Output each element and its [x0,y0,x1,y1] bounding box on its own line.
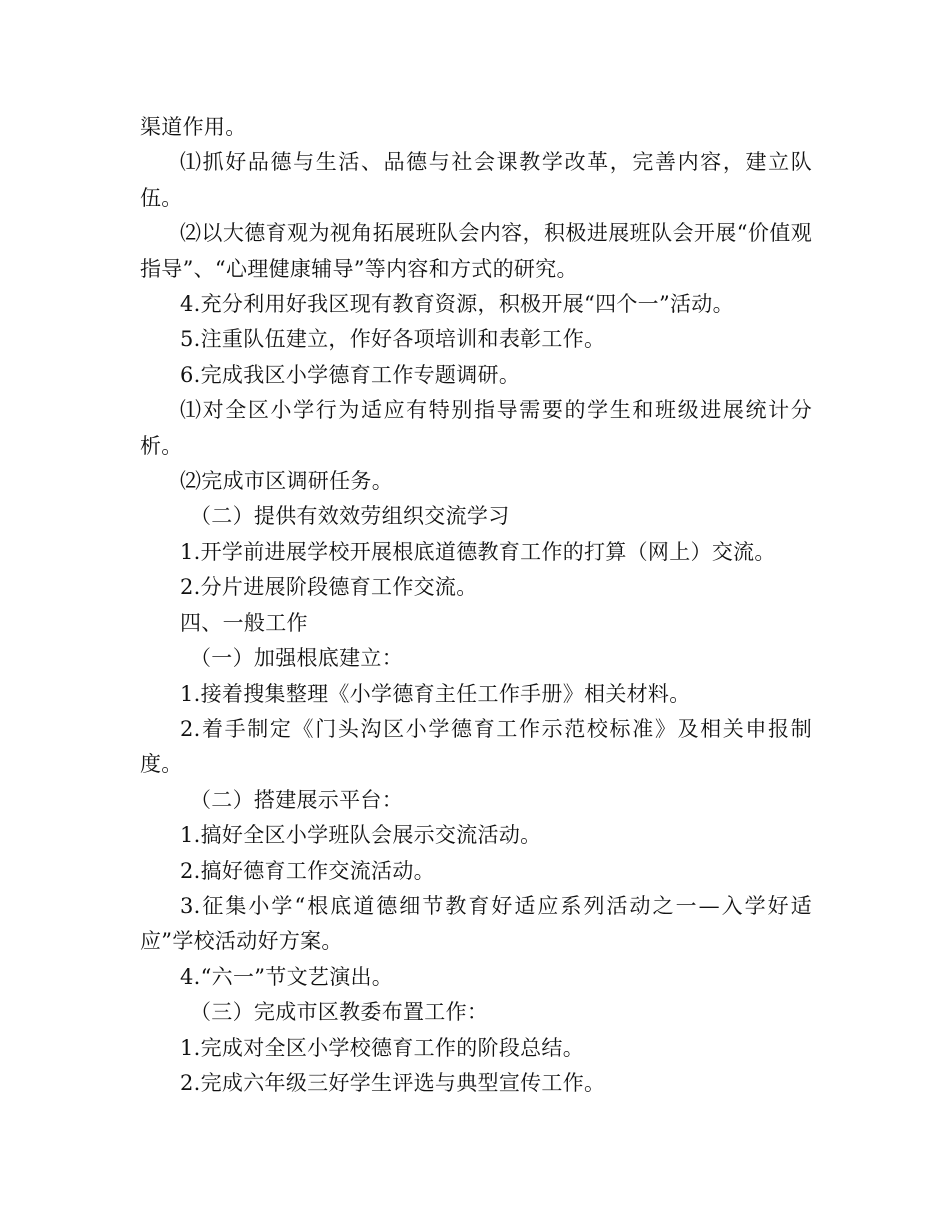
section-heading: 四、一般工作 [180,610,308,635]
subsection-heading: （三）完成市区教委布置工作： [190,1000,489,1025]
paragraph-item: 1.搞好全区小学班队会展示交流活动。 [180,823,542,848]
paragraph-item: 6.完成我区小学德育工作专题调研。 [180,362,521,387]
paragraph-item: 5.注重队伍建立，作好各项培训和表彰工作。 [180,327,606,352]
document-body [140,110,812,1101]
paragraph-item: 2.着手制定《门头沟区小学德育工作示范校标准》及相关申报制度。 [140,716,812,777]
paragraph-item: ⑵完成市区调研任务。 [180,469,393,494]
paragraph-item: 1.接着搜集整理《小学德育主任工作手册》相关材料。 [180,681,691,706]
paragraph-item: 4.“六一”节文艺演出。 [180,964,394,989]
subsection-heading: （二）搭建展示平台： [190,787,403,812]
paragraph-item: 2.分片进展阶段德育工作交流。 [180,575,478,600]
paragraph-item: ⑴抓好品德与生活、品德与社会课教学改革，完善内容，建立队伍。 [140,150,812,210]
subsection-heading: （二）提供有效效劳组织交流学习 [190,504,510,529]
paragraph-item: 2.完成六年级三好学生评选与典型宣传工作。 [180,1070,606,1095]
paragraph-item: ⑵以大德育观为视角拓展班队会内容，积极进展班队会开展“价值观指导”、“心理健康辅导”等内容和方式的研究。 [140,221,812,281]
paragraph-item: 4.充分利用好我区现有教育资源，积极开展“四个一”活动。 [180,292,734,317]
paragraph-item: 1.完成对全区小学校德育工作的阶段总结。 [180,1035,585,1060]
subsection-heading: （一）加强根底建立： [190,646,403,671]
paragraph-item: 1.开学前进展学校开展根底道德教育工作的打算（网上）交流。 [180,539,776,564]
paragraph-item: 3.征集小学“根底道德细节教育好适应系列活动之一—入学好适应”学校活动好方案。 [140,893,812,954]
paragraph-continuation: 渠道作用。 [140,115,247,139]
paragraph-item: 2.搞好德育工作交流活动。 [180,858,435,883]
paragraph-item: ⑴对全区小学行为适应有特别指导需要的学生和班级进展统计分析。 [140,398,812,458]
